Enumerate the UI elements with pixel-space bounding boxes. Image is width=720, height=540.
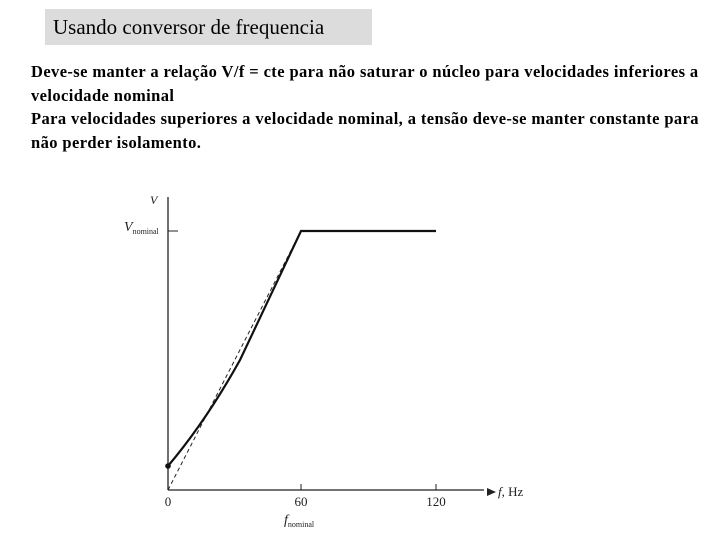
slide-title: Usando conversor de frequencia [45,9,372,45]
v-nominal-label [124,220,160,236]
y-axis-label: V [150,193,158,207]
ideal-vf-dashed-line [168,231,301,490]
x-axis-arrow-icon [487,488,496,496]
x-tick-label-60: 60 [294,494,308,509]
x-axis-label [498,484,524,499]
x-axis-symbol: f [498,484,502,499]
x-tick-label-120: 120 [426,494,446,509]
x-tick-label-0: 0 [164,494,172,509]
paragraph-vf-ratio: Deve-se manter a relação V/f = cte para não saturar o núcleo para velocidades inferiores a velocidade nominal [31,62,699,105]
v-nominal-sub: nominal [132,227,159,236]
paragraph-constant-voltage: Para velocidades superiores a velocidade nominal, a tensão deve-se manter constante para não perder isolamento. [31,109,699,152]
v-nominal-main: V [124,220,133,235]
actual-vf-curve [168,231,436,466]
f-nominal-sub: nominal [287,520,315,529]
f-nominal-label [284,513,315,529]
x-axis-unit: , Hz [501,484,524,499]
voltage-boost-point [165,463,171,469]
f-nominal-main: f [284,513,288,528]
